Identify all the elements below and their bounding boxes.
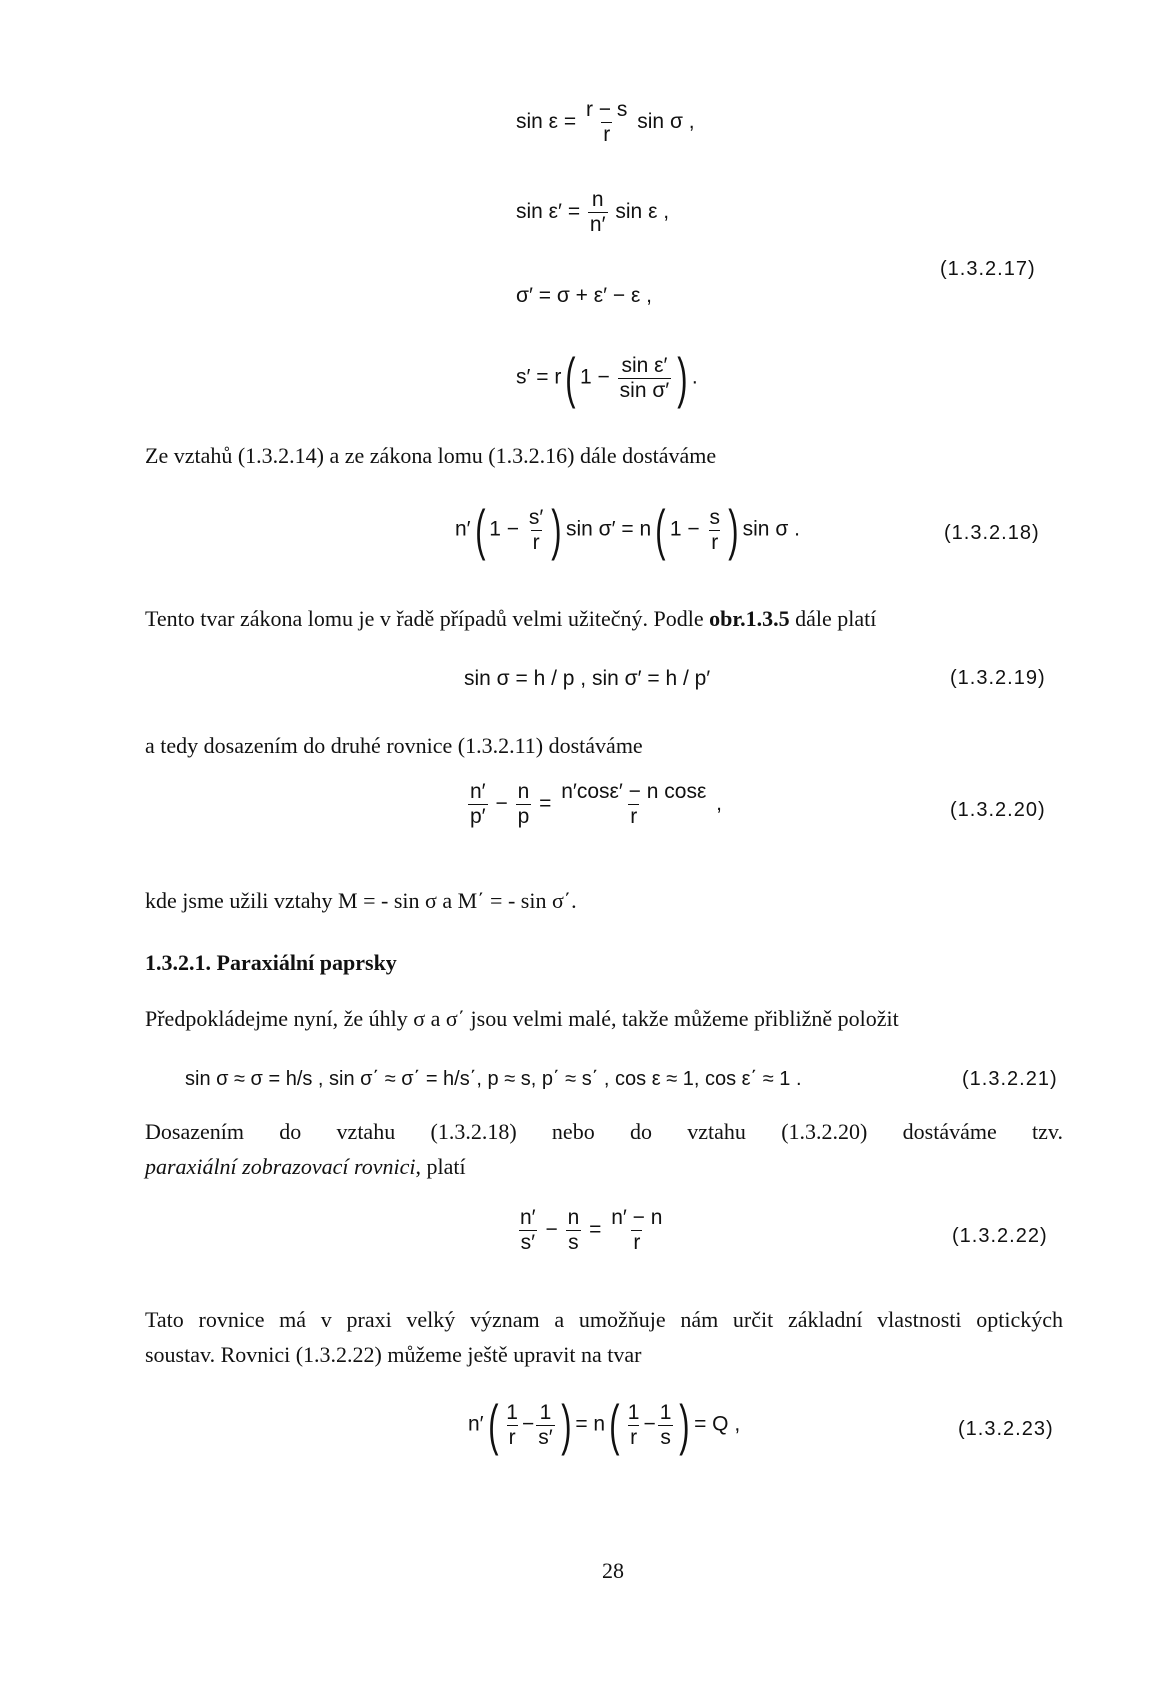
paragraph-significance-line-1: Tato rovnice má v praxi velký význam a umožňuje nám určit základní vlastnosti optických (145, 1307, 1063, 1332)
paragraph-intro-18: Ze vztahů (1.3.2.14) a ze zákona lomu (1.3.2.16) dále dostáváme (145, 443, 717, 468)
equation-17-line-1: sin ε = $\frac{r - s}{r}$ sin σ , (516, 98, 695, 146)
equation-22: $\frac{n'}{s'}$ − $\frac{n}{s}$ = $\frac{n' - n}{r}$ (520, 1206, 663, 1254)
paragraph-intro-20: a tedy dosazením do druhé rovnice (1.3.2.11) dostáváme (145, 733, 643, 758)
paragraph-paraxial-line-2: paraxiální zobrazovací rovnici, platí (145, 1154, 466, 1179)
paragraph-significance-line-2: soustav. Rovnici (1.3.2.22) můžeme ještě upravit na tvar (145, 1342, 642, 1367)
paragraph-definitions: kde jsme užili vztahy M = - sin σ a M΄ = - sin σ΄. (145, 888, 577, 913)
equation-19: sin σ = h / p , sin σ′ = h / p′ (464, 667, 711, 690)
paragraph-refraction-law: Tento tvar zákona lomu je v řadě případů velmi užitečný. Podle obr.1.3.5 dále platí (145, 606, 877, 631)
equation-20: $\frac{n'}{p'}$ − $\frac{n}{p}$ = $\frac{\text{n′cosε′ − n cosε}}{r}$ , (470, 780, 722, 828)
figure-reference: obr.1.3.5 (709, 606, 790, 631)
equation-number-22: (1.3.2.22) (952, 1225, 1048, 1247)
section-heading: 1.3.2.1. Paraxiální paprsky (145, 950, 397, 975)
equation-23: n′( $\frac{1}{r}$ − $\frac{1}{s'}$ ) = n( $\frac{1}{r}$ − $\frac{1}{s}$ ) = Q , (468, 1393, 741, 1456)
paragraph-paraxial-line-1: Dosazením do vztahu (1.3.2.18) nebo do vztahu (1.3.2.20) dostáváme tzv. (145, 1119, 1063, 1144)
equation-number-19: (1.3.2.19) (950, 667, 1046, 689)
paragraph-paraxial-assumption: Předpokládejme nyní, že úhly σ a σ΄ jsou velmi malé, takže můžeme přibližně položit (145, 1006, 899, 1031)
term-paraxial-equation: paraxiální zobrazovací rovnici (145, 1154, 416, 1179)
equation-number-20: (1.3.2.20) (950, 799, 1046, 821)
equation-number-18: (1.3.2.18) (944, 522, 1040, 544)
equation-17-line-2: sin ε′ = $\frac{n}{n'}$ sin ε , (516, 188, 670, 236)
equation-21: sin σ ≈ σ = h/s , sin σ΄ ≈ σ΄ = h/s΄, p ≈ s, p΄ ≈ s΄ , cos ε ≈ 1, cos ε΄ ≈ 1 . (185, 1068, 802, 1090)
equation-17-line-3: σ′ = σ + ε′ − ε , (516, 284, 652, 307)
page-number: 28 (602, 1558, 624, 1583)
equation-number-23: (1.3.2.23) (958, 1418, 1054, 1440)
equation-number-17: (1.3.2.17) (940, 258, 1036, 280)
equation-18: n′( 1 − $\frac{s'}{r}$ ) sin σ′ = n( 1 − $\frac{s}{r}$ ) sin σ . (455, 498, 800, 561)
equation-17-line-4: s′ = r( 1 − $\frac{\text{sin ε′}}{\text{sin σ′}}$ ) . (516, 346, 698, 409)
equation-number-21: (1.3.2.21) (962, 1068, 1058, 1090)
